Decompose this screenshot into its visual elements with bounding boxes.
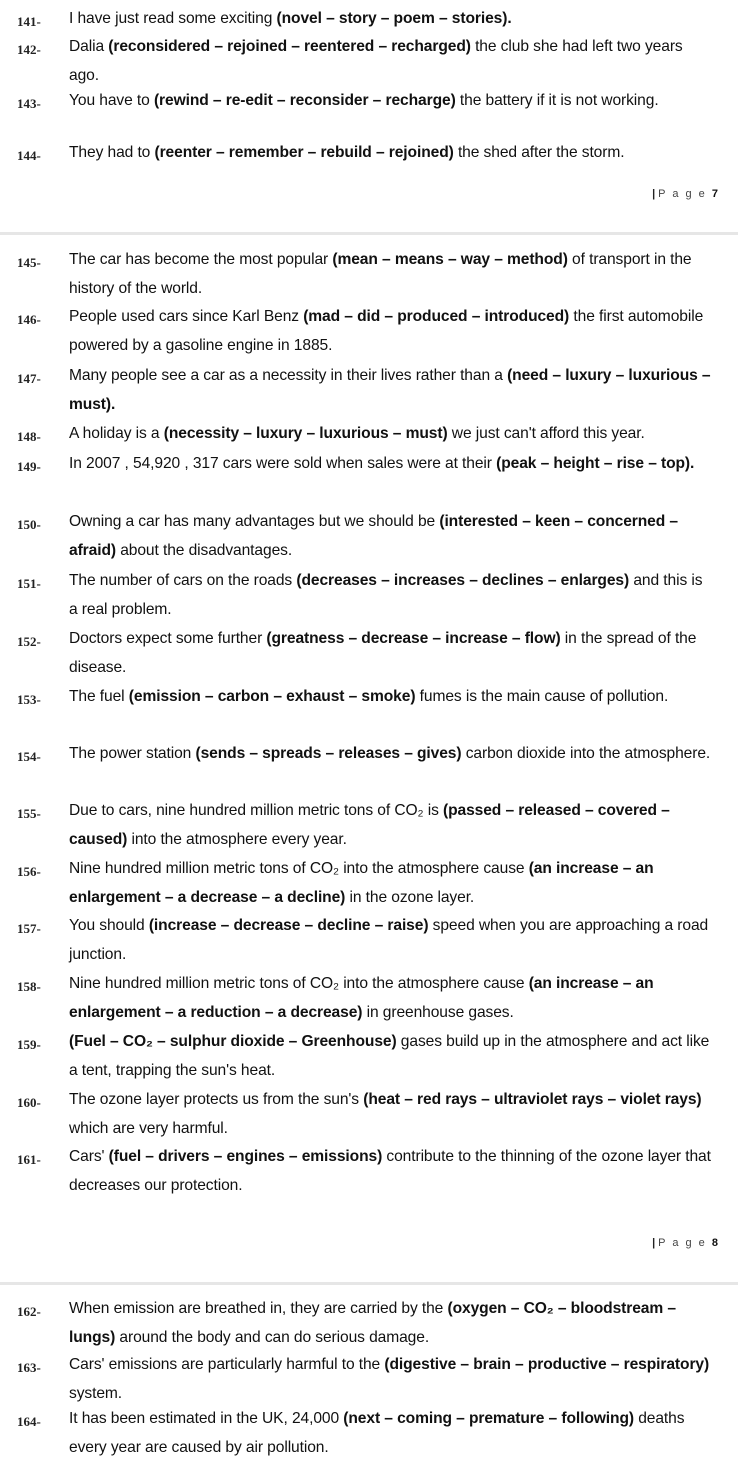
answer-options: (reenter – remember – rebuild – rejoined) <box>154 144 454 161</box>
question-number: 157- <box>17 921 41 936</box>
sentence-text: When emission are breathed in, they are carried by the <box>69 1300 448 1317</box>
page-label: P a g e <box>658 188 707 200</box>
sentence-text: the battery if it is not working. <box>455 92 659 109</box>
question-text <box>69 1404 714 1462</box>
question-text <box>69 302 714 360</box>
answer-options: (novel – story – poem – stories). <box>276 10 512 27</box>
page-footer-7: | P a g e 7 <box>652 188 720 200</box>
page-separator <box>0 1282 738 1285</box>
answer-options: (necessity – luxury – luxurious – must) <box>163 425 448 442</box>
question-number: 149- <box>17 459 41 474</box>
answer-options: (rewind – re-edit – reconsider – recharge) <box>153 92 456 109</box>
question-number: 161- <box>17 1152 41 1167</box>
answer-options: (greatness – decrease – increase – flow) <box>266 630 561 647</box>
sentence-text: A holiday is a <box>69 425 164 442</box>
question-text <box>69 507 714 565</box>
answer-options: (next – coming – premature – following) <box>343 1410 634 1427</box>
sentence-text: Due to cars, nine hundred million metric tons of CO₂ is <box>69 802 443 819</box>
sentence-text: Nine hundred million metric tons of CO₂ into the atmosphere cause <box>69 975 529 992</box>
answer-options: (Fuel – CO₂ – sulphur dioxide – Greenhouse) <box>69 1033 397 1050</box>
sentence-text: and this is a real problem. <box>69 572 703 618</box>
answer-options: (passed – released – covered – caused) <box>69 802 670 848</box>
question-text <box>69 969 714 1027</box>
question-text <box>69 682 714 711</box>
sentence-text: They had to <box>69 144 155 161</box>
sentence-text: You should <box>69 917 149 934</box>
question-text <box>69 624 714 682</box>
answer-options: (an increase – an enlargement – a reduction – a decrease) <box>69 975 654 1021</box>
sentence-text: The power station <box>69 745 196 762</box>
question-text <box>69 739 714 768</box>
answer-options: (emission – carbon – exhaust – smoke) <box>128 688 416 705</box>
question-number: 146- <box>17 312 41 327</box>
question-number: 163- <box>17 1360 41 1375</box>
sentence-text: Doctors expect some further <box>69 630 267 647</box>
answer-options: (decreases – increases – declines – enlarges) <box>296 572 630 589</box>
sentence-text: The car has become the most popular <box>69 251 333 268</box>
answer-options: (increase – decrease – decline – raise) <box>148 917 429 934</box>
question-number: 145- <box>17 255 41 270</box>
sentence-text: the first automobile powered by a gasoline engine in 1885. <box>69 308 704 354</box>
question-text <box>69 86 714 115</box>
page-number: 7 <box>711 188 720 200</box>
sentence-text: deaths every year are caused by air pollution. <box>69 1410 685 1456</box>
sentence-text: in greenhouse gases. <box>362 1004 514 1021</box>
question-text <box>69 911 714 969</box>
question-text <box>69 32 714 90</box>
question-number: 147- <box>17 371 41 386</box>
sentence-text: I have just read some exciting <box>69 10 277 27</box>
sentence-text: Many people see a car as a necessity in their lives rather than a <box>69 367 508 384</box>
question-text <box>69 1027 714 1085</box>
sentence-text: which are very harmful. <box>69 1120 228 1137</box>
question-text <box>69 1350 714 1408</box>
question-number: 154- <box>17 749 41 764</box>
page-number: 8 <box>711 1237 720 1249</box>
answer-options: (interested – keen – concerned – afraid) <box>69 513 678 559</box>
question-text <box>69 361 714 419</box>
answer-options: (reconsidered – rejoined – reentered – recharged) <box>108 38 471 55</box>
sentence-text: in the spread of the disease. <box>69 630 697 676</box>
question-number: 162- <box>17 1304 41 1319</box>
sentence-text: contribute to the thinning of the ozone layer that decreases our protection. <box>69 1148 711 1194</box>
page-separator <box>0 232 738 235</box>
answer-options: (sends – spreads – releases – gives) <box>195 745 462 762</box>
sentence-text: carbon dioxide into the atmosphere. <box>461 745 711 762</box>
question-text <box>69 4 714 33</box>
page-label: P a g e <box>658 1237 707 1249</box>
page-9 <box>0 1286 738 1461</box>
sentence-text: It has been estimated in the UK, 24,000 <box>69 1410 344 1427</box>
answer-options: (peak – height – rise – top). <box>496 455 695 472</box>
question-number: 152- <box>17 634 41 649</box>
sentence-text: into the atmosphere every year. <box>127 831 347 848</box>
question-number: 153- <box>17 692 41 707</box>
sentence-text: In 2007 , 54,920 , 317 cars were sold when sales were at their <box>69 455 497 472</box>
question-number: 160- <box>17 1095 41 1110</box>
answer-options: (fuel – drivers – engines – emissions) <box>108 1148 383 1165</box>
sentence-text: about the disadvantages. <box>115 542 293 559</box>
question-text <box>69 419 714 448</box>
question-number: 155- <box>17 806 41 821</box>
question-text <box>69 138 714 167</box>
question-text <box>69 449 714 478</box>
answer-options: (heat – red rays – ultraviolet rays – violet rays) <box>363 1091 702 1108</box>
question-text <box>69 566 714 624</box>
question-text <box>69 854 714 912</box>
question-number: 141- <box>17 14 41 29</box>
question-text <box>69 1294 714 1352</box>
sentence-text: The number of cars on the roads <box>69 572 297 589</box>
sentence-text: we just can't afford this year. <box>447 425 645 442</box>
page-8 <box>0 236 738 1279</box>
sentence-text: gases build up in the atmosphere and act like a tent, trapping the sun's heat. <box>69 1033 710 1079</box>
question-number: 158- <box>17 979 41 994</box>
answer-options: (oxygen – CO₂ – bloodstream – lungs) <box>69 1300 676 1346</box>
question-text <box>69 796 714 854</box>
sentence-text: fumes is the main cause of pollution. <box>415 688 669 705</box>
answer-options: (mean – means – way – method) <box>332 251 568 268</box>
question-number: 159- <box>17 1037 41 1052</box>
sentence-text: The ozone layer protects us from the sun's <box>69 1091 364 1108</box>
sentence-text: system. <box>69 1385 123 1402</box>
sentence-text: You have to <box>69 92 154 109</box>
sentence-text: speed when you are approaching a road junction. <box>69 917 709 963</box>
question-number: 144- <box>17 148 41 163</box>
sentence-text: The fuel <box>69 688 129 705</box>
answer-options: (digestive – brain – productive – respiratory) <box>384 1356 710 1373</box>
answer-options: (an increase – an enlargement – a decrease – a decline) <box>69 860 654 906</box>
question-number: 164- <box>17 1414 41 1429</box>
sentence-text: the shed after the storm. <box>453 144 625 161</box>
sentence-text: Nine hundred million metric tons of CO₂ into the atmosphere cause <box>69 860 529 877</box>
sentence-text: Dalia <box>69 38 109 55</box>
sentence-text: Owning a car has many advantages but we should be <box>69 513 440 530</box>
sentence-text: People used cars since Karl Benz <box>69 308 304 325</box>
question-text <box>69 1142 714 1200</box>
question-text <box>69 1085 714 1143</box>
question-number: 151- <box>17 576 41 591</box>
question-number: 150- <box>17 517 41 532</box>
sentence-text: of transport in the history of the world. <box>69 251 692 297</box>
sentence-text: the club she had left two years ago. <box>69 38 683 84</box>
question-number: 148- <box>17 429 41 444</box>
sentence-text: in the ozone layer. <box>345 889 475 906</box>
page-7 <box>0 0 738 230</box>
sentence-text: around the body and can do serious damage. <box>115 1329 430 1346</box>
sentence-text: Cars' emissions are particularly harmful to the <box>69 1356 385 1373</box>
question-number: 143- <box>17 96 41 111</box>
sentence-text: Cars' <box>69 1148 109 1165</box>
page-footer-8: | P a g e 8 <box>652 1237 720 1249</box>
answer-options: (need – luxury – luxurious – must). <box>69 367 711 413</box>
question-number: 142- <box>17 42 41 57</box>
answer-options: (mad – did – produced – introduced) <box>303 308 570 325</box>
question-number: 156- <box>17 864 41 879</box>
question-text <box>69 245 714 303</box>
